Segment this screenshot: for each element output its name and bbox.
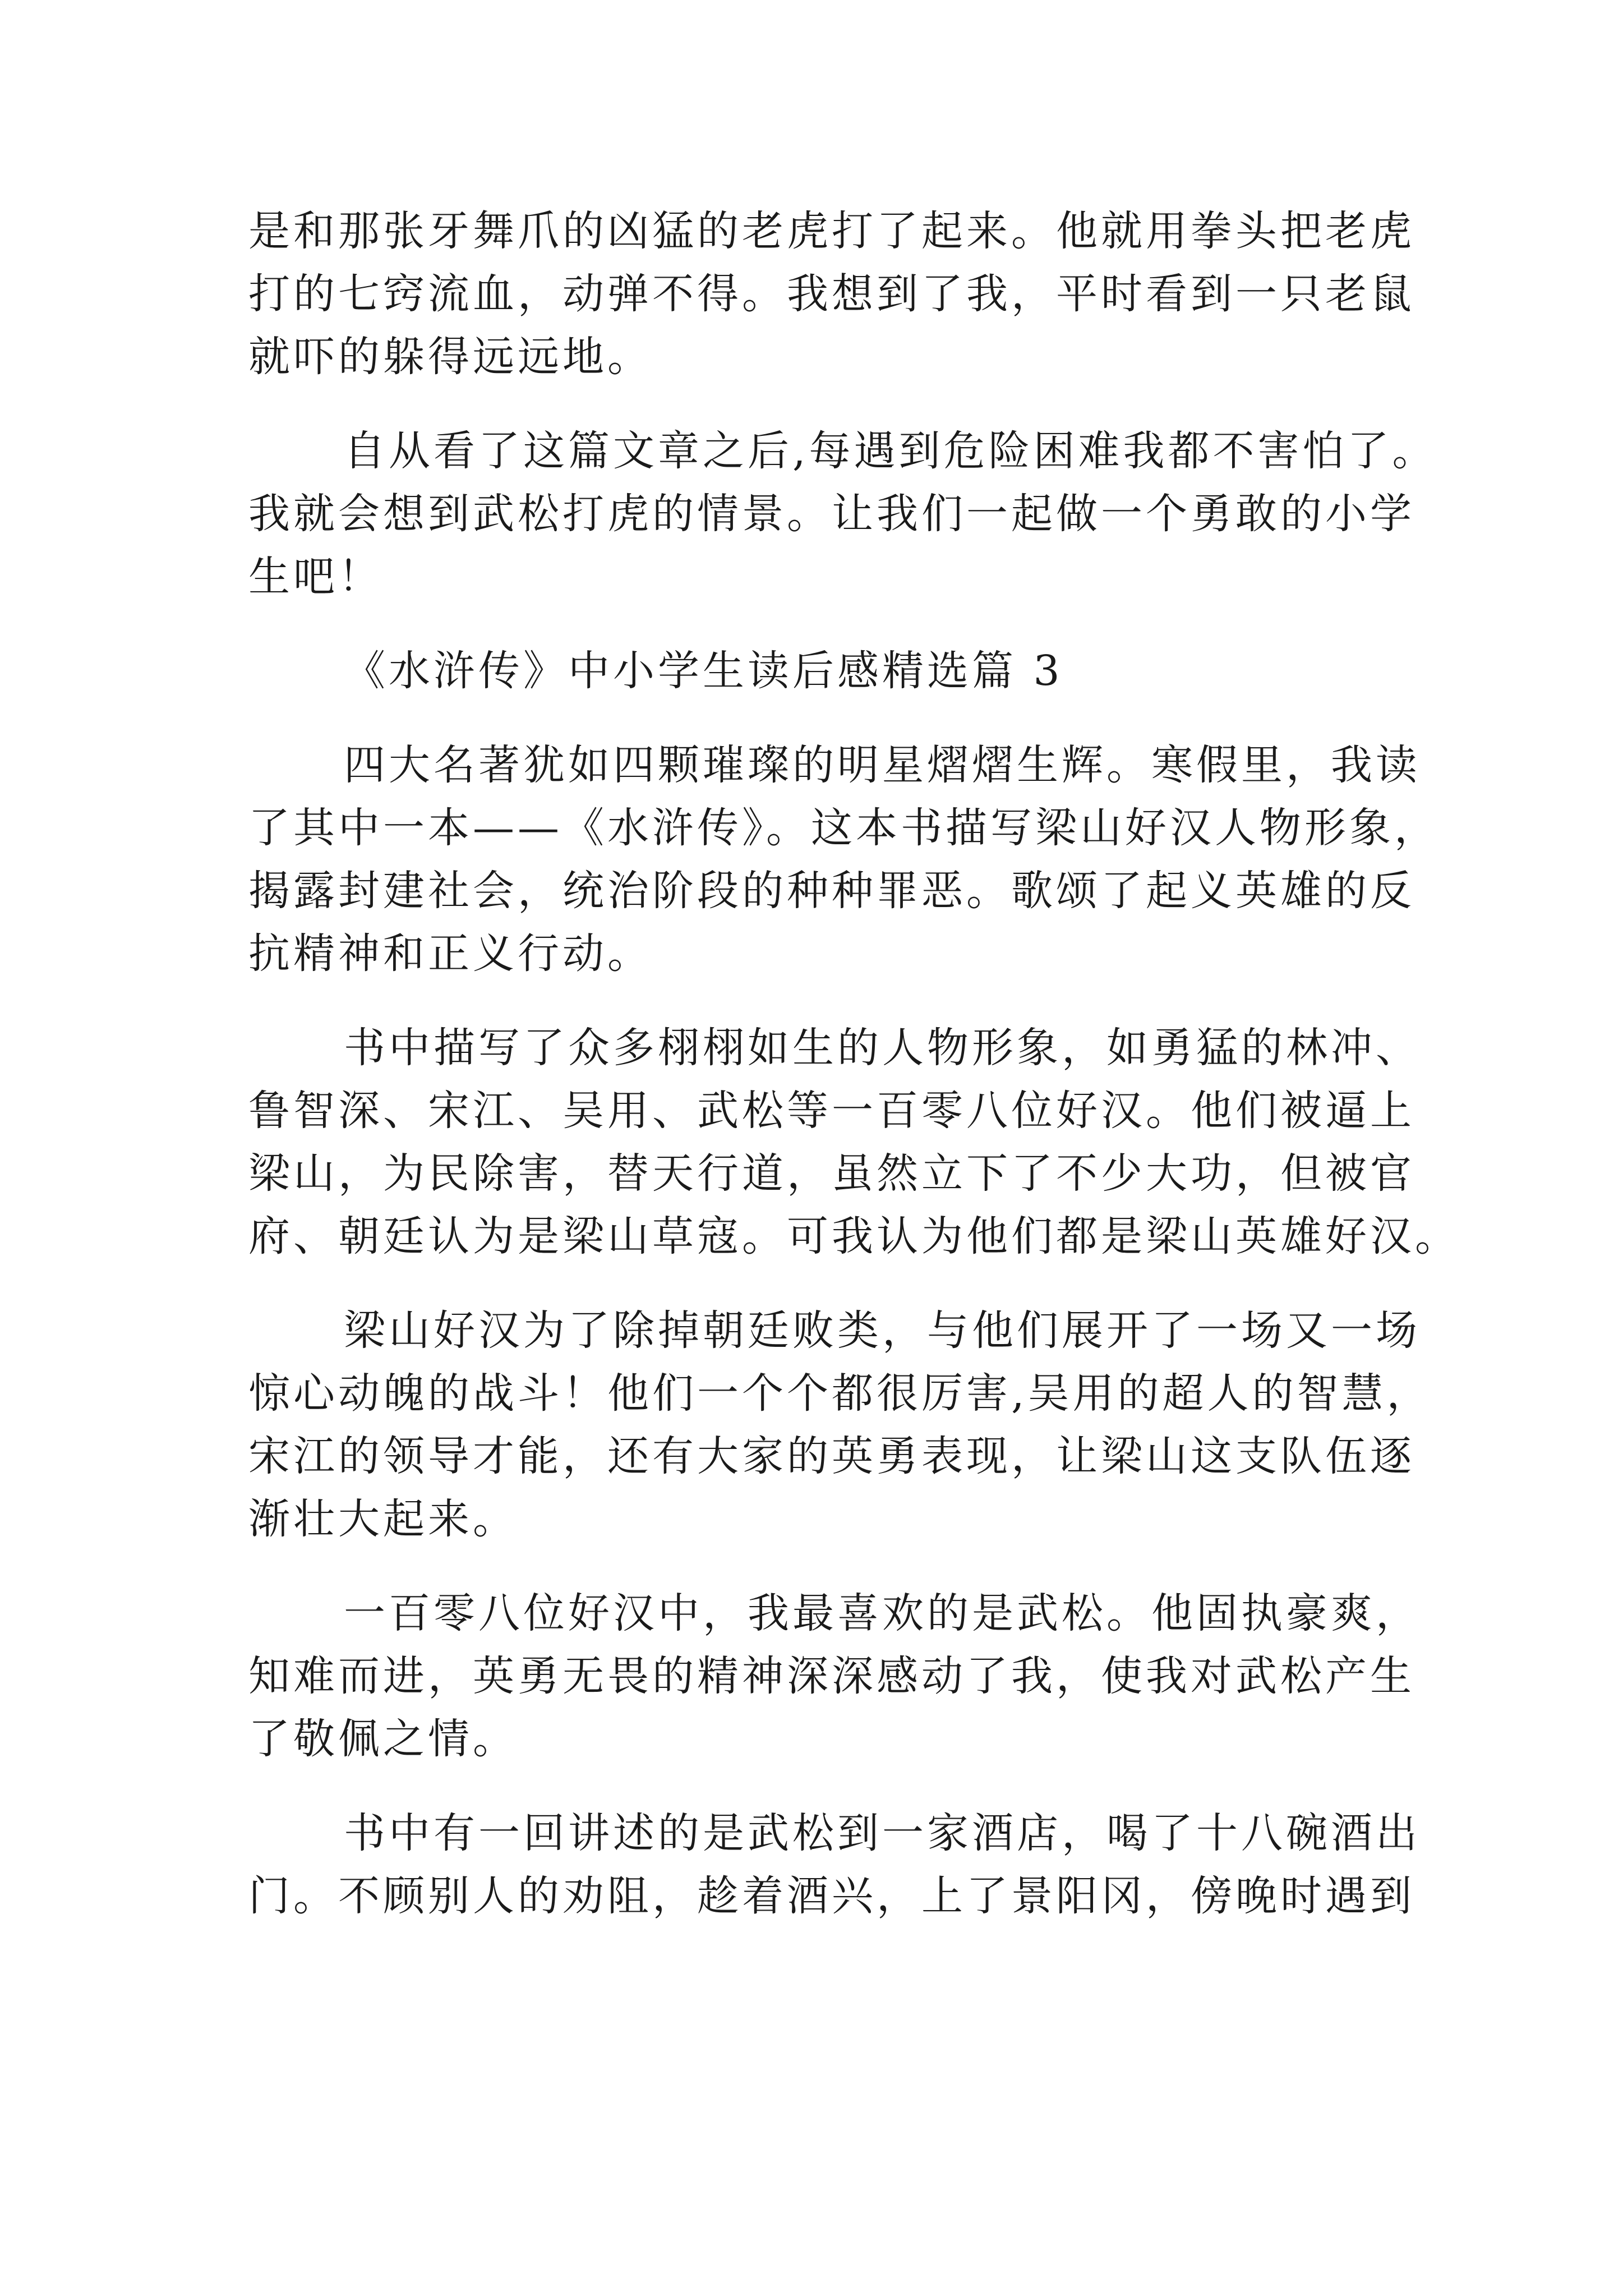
text-line: 府、朝廷认为是梁山草寇。可我认为他们都是梁山英雄好汉。 [248,1212,1460,1260]
text-line: 打的七窍流血，动弹不得。我想到了我，平时看到一只老鼠 [248,270,1415,318]
text-line: 就吓的躲得远远地。 [248,333,652,381]
heading-line: 《水浒传》中小学生读后感精选篇 3 [344,647,1063,695]
section-heading [248,639,1393,702]
text-line: 鲁智深、宋江、吴用、武松等一百零八位好汉。他们被逼上 [248,1087,1415,1135]
paragraph [248,1299,1432,1550]
paragraph [248,1582,1421,1770]
paragraph [248,420,1437,608]
text-line: 渐壮大起来。 [248,1495,518,1543]
text-line: 了敬佩之情。 [248,1715,518,1763]
text-line: 了其中一本——《水浒传》。这本书描写梁山好汉人物形象， [248,804,1439,852]
text-line: 是和那张牙舞爪的凶猛的老虎打了起来。他就用拳头把老虎 [248,207,1415,255]
text-line: 自从看了这篇文章之后,每遇到危险困难我都不害怕了。 [344,427,1437,475]
text-line: 梁山好汉为了除掉朝廷败类，与他们展开了一场又一场 [344,1306,1421,1355]
body-text [248,200,1460,1927]
text-line: 一百零八位好汉中，我最喜欢的是武松。他固执豪爽， [344,1589,1421,1637]
text-line: 书中有一回讲述的是武松到一家酒店，喝了十八碗酒出 [344,1809,1421,1857]
text-line: 书中描写了众多栩栩如生的人物形象，如勇猛的林冲、 [344,1024,1421,1072]
paragraph [248,1016,1460,1268]
text-line: 抗精神和正义行动。 [248,930,652,978]
text-line: 四大名著犹如四颗璀璨的明星熠熠生辉。寒假里，我读 [344,741,1421,789]
paragraph [248,1802,1421,1927]
paragraph [248,200,1415,388]
text-line: 我就会想到武松打虎的情景。让我们一起做一个勇敢的小学 [248,490,1415,538]
paragraph [248,734,1439,985]
text-line: 门。不顾别人的劝阻，趁着酒兴，上了景阳冈，傍晚时遇到 [248,1872,1415,1920]
text-line: 惊心动魄的战斗！他们一个个都很厉害,吴用的超人的智慧， [248,1369,1432,1418]
text-line: 宋江的领导才能，还有大家的英勇表现，让梁山这支队伍逐 [248,1432,1415,1480]
text-line: 知难而进，英勇无畏的精神深深感动了我，使我对武松产生 [248,1652,1415,1700]
text-line: 生吧！ [248,553,383,601]
text-line: 梁山，为民除害，替天行道，虽然立下了不少大功，但被官 [248,1149,1415,1198]
text-line: 揭露封建社会，统治阶段的种种罪恶。歌颂了起义英雄的反 [248,867,1415,915]
